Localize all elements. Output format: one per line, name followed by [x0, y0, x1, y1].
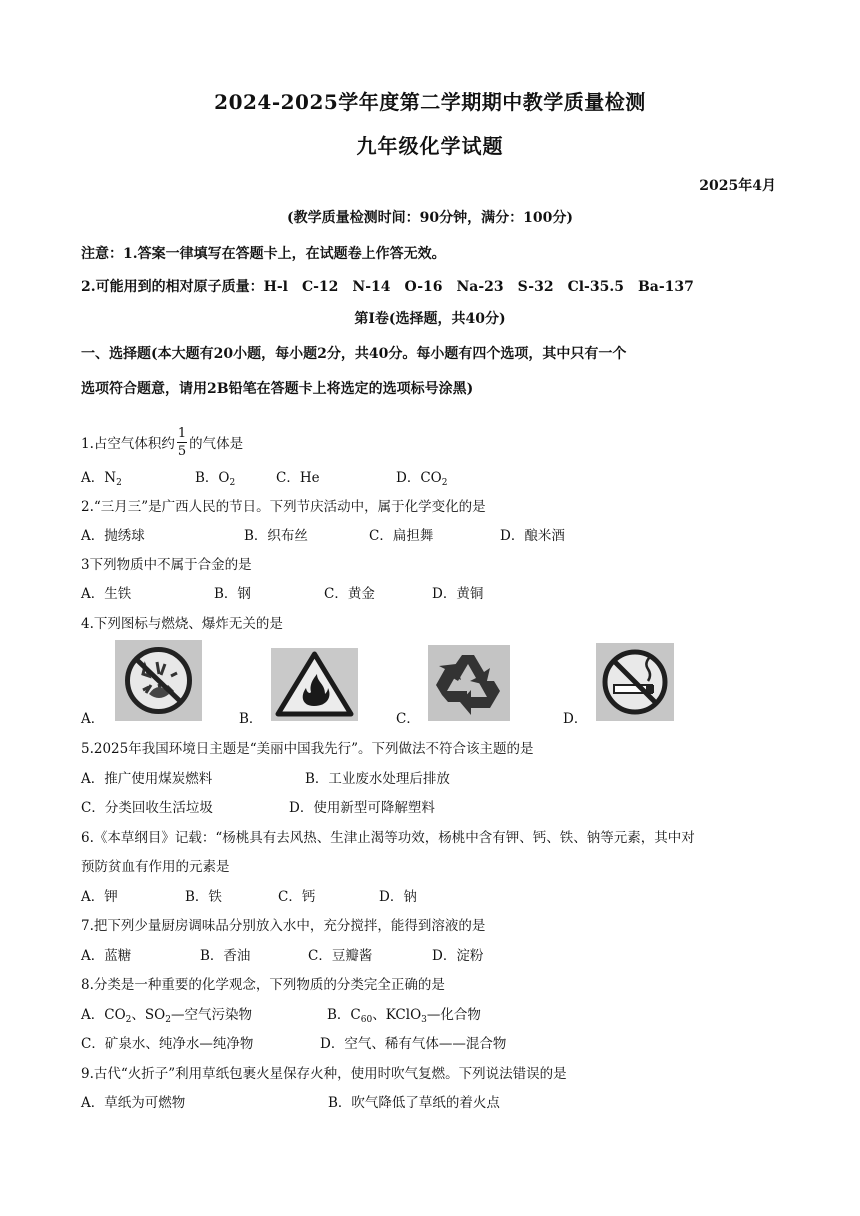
- q1-option-d: D．$CO_2$: [396, 470, 448, 488]
- recycling-icon: [428, 645, 510, 721]
- q2-option-d: D．酿米酒: [500, 528, 565, 544]
- q9-option-b: B．吹气降低了草纸的着火点: [328, 1095, 500, 1111]
- q4-option-a: A．: [81, 711, 105, 727]
- q5-option-a: A．推广使用煤炭燃料: [81, 771, 213, 787]
- question-5: 5.2025年我国环境日主题是“美丽中国我先行”。下列做法不符合该主题的是: [81, 741, 534, 757]
- note-2: 2.可能用到的相对原子质量：H-l C-12 N-14 O-16 Na-23 S-32 Cl-35.5 Ba-137: [81, 279, 694, 295]
- q2-option-a: A．抛绣球: [81, 528, 145, 544]
- q8-option-b: B．$C_{60}$、KClO$_3$—化合物: [327, 1007, 481, 1025]
- q1-option-a: A．$N_2$: [81, 470, 122, 488]
- q1-option-c: C．He: [276, 470, 320, 486]
- q7-option-d: D．淀粉: [432, 948, 484, 964]
- q6-option-a: A．钾: [81, 889, 118, 905]
- q8-option-c: C．矿泉水、纯净水—纯净物: [81, 1036, 254, 1052]
- q3-option-b: B．钢: [214, 586, 251, 602]
- flammable-warning-icon: [271, 648, 358, 721]
- question-9: 9.古代“火折子”利用草纸包裹火星保存火种，使用时吹气复燃。下列说法错误的是: [81, 1066, 567, 1082]
- q4-option-c: C．: [396, 711, 420, 727]
- q7-option-b: B．香油: [200, 948, 251, 964]
- no-fireworks-icon: [115, 640, 202, 721]
- section-title: 第Ⅰ卷(选择题，共40分): [354, 311, 506, 327]
- exam-time-info: (教学质量检测时间：90分钟，满分：100分): [287, 210, 573, 226]
- q2-option-c: C．扁担舞: [369, 528, 434, 544]
- q8-option-a: A．$CO_2$、$SO_2—$空气污染物: [81, 1007, 252, 1025]
- question-1-text-pre: 1.占空气体积约: [81, 436, 175, 452]
- q1-option-b: B．$O_2$: [195, 470, 236, 488]
- q6-option-b: B．铁: [185, 889, 222, 905]
- q5-option-d: D．使用新型可降解塑料: [289, 800, 435, 816]
- note-1: 注意：1.答案一律填写在答题卡上，在试题卷上作答无效。: [81, 246, 446, 262]
- q7-option-c: C．豆瓣酱: [308, 948, 373, 964]
- q6-option-c: C．钙: [278, 889, 316, 905]
- question-3: 3下列物质中不属于合金的是: [81, 557, 252, 573]
- exam-date: 2025年4月: [699, 178, 776, 194]
- q4-option-d: D．: [563, 711, 588, 727]
- q7-option-a: A．蓝糖: [81, 948, 132, 964]
- exam-title: 2024-2025学年度第二学期期中教学质量检测: [214, 90, 646, 114]
- fraction-numerator: 1: [177, 425, 187, 441]
- q6-option-d: D．钠: [379, 889, 417, 905]
- section-instruction-2: 选项符合题意，请用2B铅笔在答题卡上将选定的选项标号涂黑): [81, 381, 474, 397]
- question-2: 2.“三月三”是广西人民的节日。下列节庆活动中，属于化学变化的是: [81, 499, 486, 515]
- fraction: [177, 427, 187, 458]
- question-8: 8.分类是一种重要的化学观念，下列物质的分类完全正确的是: [81, 977, 445, 993]
- question-1: [81, 420, 243, 464]
- no-smoking-icon: [596, 643, 674, 721]
- q9-option-a: A．草纸为可燃物: [81, 1095, 186, 1111]
- q5-option-b: B．工业废水处理后排放: [305, 771, 450, 787]
- question-6-line-1: 6.《本草纲目》记载：“杨桃具有去风热、生津止渴等功效，杨桃中含有钾、钙、铁、钠等元素，其中对: [81, 830, 695, 846]
- q3-option-c: C．黄金: [324, 586, 375, 602]
- question-7: 7.把下列少量厨房调味品分别放入水中，充分搅拌，能得到溶液的是: [81, 918, 486, 934]
- q4-option-b: B．: [239, 711, 263, 727]
- q3-option-a: A．生铁: [81, 586, 132, 602]
- fraction-denominator: 5: [177, 443, 187, 459]
- q8-option-d: D．空气、稀有气体——混合物: [320, 1036, 507, 1052]
- question-1-text-post: 的气体是: [189, 436, 244, 452]
- question-4: 4.下列图标与燃烧、爆炸无关的是: [81, 616, 283, 632]
- section-instruction-1: 一、选择题(本大题有20小题，每小题2分，共40分。每小题有四个选项，其中只有一个: [81, 346, 627, 362]
- question-6-line-2: 预防贫血有作用的元素是: [81, 859, 230, 875]
- exam-subtitle: 九年级化学试题: [356, 134, 504, 158]
- q2-option-b: B．织布丝: [244, 528, 308, 544]
- q3-option-d: D．黄铜: [432, 586, 484, 602]
- q5-option-c: C．分类回收生活垃圾: [81, 800, 213, 816]
